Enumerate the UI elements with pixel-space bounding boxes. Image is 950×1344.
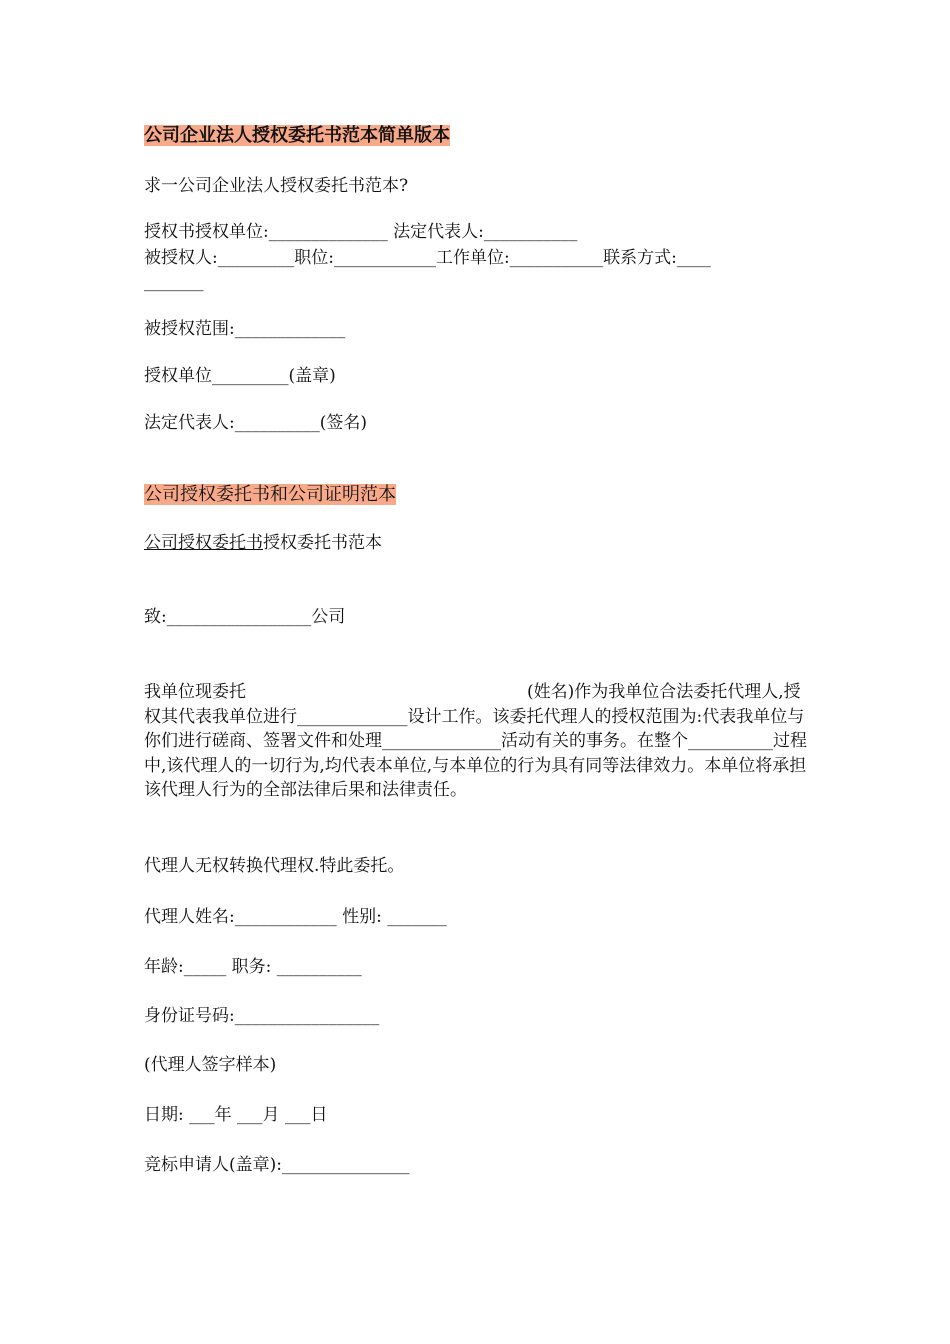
section2-title [144,482,398,508]
subtitle-link[interactable]: 公司授权委托书 [144,533,263,553]
authorization-scope-line: 被授权范围:_____________ [144,319,346,339]
applicant-seal-line: 竞标申请人(盖章):_______________ [144,1155,410,1175]
authorization-unit-line: 授权书授权单位:______________ 法定代表人:___________ [144,222,578,242]
id-number-line: 身份证号码:_________________ [144,1006,380,1026]
delegation-paragraph: 我单位现委托 (姓名)作为我单位合法委托代理人,授权其代表我单位进行_____________设计工作。该委托代理人的授权范围为:代表我单位与你们进行磋商、签署文件和处理______________活动有关的事务。在整个__________过程中,该代理人的一切行为,均代表本单位,与本单位的行为具有同等法律效力。本单位将承担该代理人行为的全部法律后果和法律责任。 [144,682,807,800]
signature-sample-line: (代理人签字样本) [144,1055,277,1075]
section2-title-text: 公司授权委托书和公司证明范本 [144,484,396,505]
section2-subtitle [144,531,382,555]
section1-title [144,123,452,149]
authorized-person-line: 被授权人:_________职位:____________工作单位:___________联系方式:____ [144,248,711,268]
subtitle-rest: 授权委托书范本 [263,533,382,553]
agent-name-gender-line: 代理人姓名:____________ 性别: _______ [144,907,447,927]
representative-sign-line: 法定代表人:__________(签名) [144,413,367,433]
section1-title-text: 公司企业法人授权委托书范本简单版本 [144,125,450,146]
addressee-line: 致:_________________公司 [144,607,346,627]
date-line: 日期: ___年 ___月 ___日 [144,1105,328,1125]
age-title-line: 年龄:_____ 职务: __________ [144,957,362,977]
unit-seal-line: 授权单位_________(盖章) [144,366,336,386]
section1-question: 求一公司企业法人授权委托书范本? [144,176,409,196]
contact-wrap-line: _______ [144,272,204,292]
no-transfer-line: 代理人无权转换代理权.特此委托。 [144,856,405,876]
